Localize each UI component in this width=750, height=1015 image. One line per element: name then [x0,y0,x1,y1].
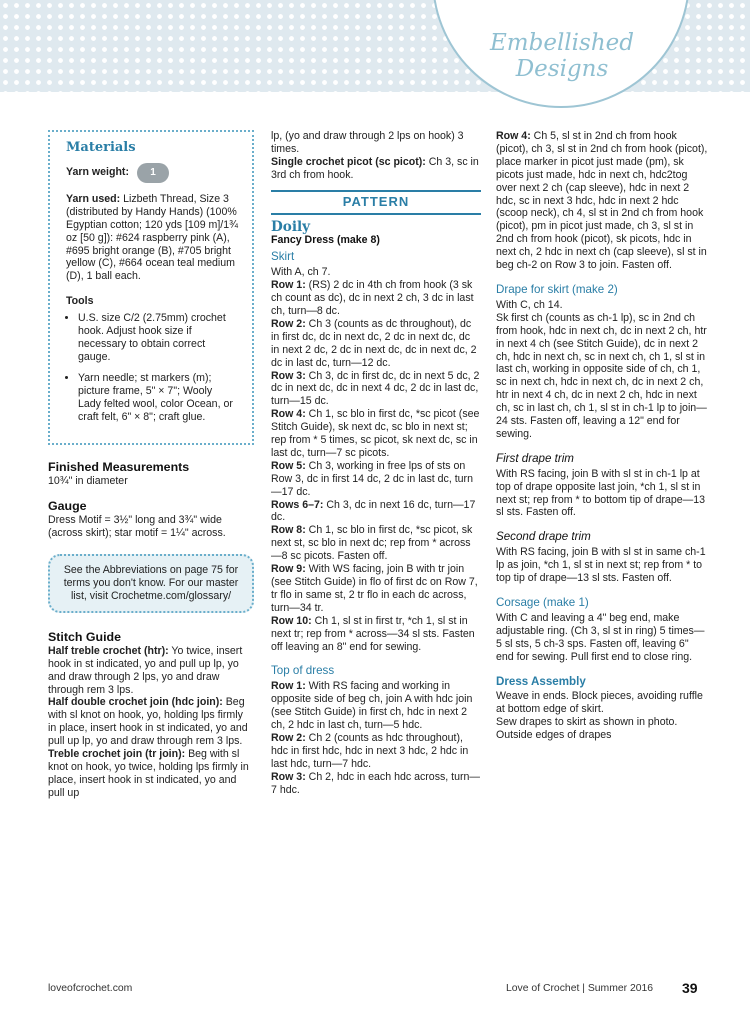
stitch-guide-item [271,156,481,182]
pattern-row [271,771,481,797]
stitch-term: Single crochet picot (sc picot): [271,155,426,168]
row-text: With WS facing, join B with tr join (see Stitch Guide) in flo of first dc on Row 7, tr flo in same st, 2 tr flo in each dc across, turn—34 tr. [271,563,478,614]
gauge-text: Dress Motif = 3½" long and 3¾" wide (across skirt); star motif = 1¼" across. [48,514,226,540]
row-label: Row 9: [271,563,306,576]
row-label: Rows 6–7: [271,498,324,511]
row-text: Ch 2 (counts as hdc throughout), hdc in first hdc, hdc in next 3 hdc, 2 hdc in last hdc, turn—7 hdc. [271,731,469,770]
row-text: With RS facing and working in opposite side of beg ch, join A with hdc join (see Stitch Guide) in first ch, hdc in next 2 ch, 2 hdc in last ch, turn—5 hdc. [271,680,473,732]
column-right [496,130,708,742]
pattern-row [271,680,481,732]
second-drape-trim-title: Second drape trim [496,530,591,544]
skirt-title: Skirt [271,250,295,264]
row-label: Row 2: [271,731,306,744]
stitch-term: Treble crochet join (tr join): [48,748,186,761]
drape-text: Sk first ch (counts as ch-1 lp), sc in 2nd ch from hook, hdc in next ch, dc in next 2 ch, htr in next 4 ch (see Stitch Guide), dc in next 2 ch, hdc in next ch, sc in next ch, ch 1, sl st in last ch, working in opposite side of ch, ch 1, sc in next ch, hdc in next ch, dc in next 2 ch, htr in next 4 ch, dc in next 2 ch, hdc in next ch, sc in last ch, ch 1, sl st in ch-1 lp to join—24 sts. Fasten off, leaving a 12" end for sewing. [496,311,707,440]
row-text: Ch 3, working in free lps of sts on Row 3, dc in first 14 dc, 2 dc in last dc, turn—17 dc. [271,459,473,498]
row-text: Ch 3, dc in first dc, dc in next 5 dc, 2 dc in next dc, dc in next 4 dc, 2 dc in last dc, turn—15 dc. [271,369,480,408]
second-drape-trim-text: With RS facing, join B with sl st in same ch-1 lp as join, *ch 1, sl st in next st; rep from * to top tip of drape—13 sl sts. Fasten off. [496,546,706,585]
stitch-guide-item [48,645,254,697]
stitch-text: Beg with sl knot on hook, yo, holding lps firmly in place, insert hook in st indicated, yo and pull up lp, yo and draw through rem 3 lps. [48,696,248,748]
corsage-title: Corsage (make 1) [496,596,589,609]
pattern-row [271,524,481,563]
stitch-term: Half double crochet join (hdc join): [48,696,223,709]
stitch-guide-item [48,696,254,748]
row-text: Ch 3 (counts as dc throughout), dc in first dc, dc in next dc, 2 dc in next dc, dc in next 2 dc, 2 dc in next dc, dc in next dc, 2 dc in last dc, turn—12 dc. [271,317,477,369]
yarn-used [66,193,238,283]
pattern-row [271,408,481,460]
tools-item: • U.S. size C/2 (2.75mm) crochet hook. Adjust hook size if necessary to obtain correct gauge. [78,312,238,364]
yarn-used-text: Lizbeth Thread, Size 3 (distributed by Handy Hands) (100% Egyptian cotton; 120 yds [109 m]/1¾ oz [50 g]): #624 raspberry pink (A), #695 bright orange (B), #705 bright yellow (C), #664 ocean teal medium (D), 1 ball each. [66,192,238,283]
top-of-dress-title: Top of dress [271,664,335,678]
column-middle [271,130,481,797]
abbreviations-note: See the Abbreviations on page 75 for terms you don't know. For our master list, visit Crochetme.com/glossary/ [48,554,254,613]
yarn-weight-row [66,163,238,183]
pattern-row [271,499,481,525]
stitch-guide-title: Stitch Guide [48,629,121,644]
drape-intro: With C, ch 14. [496,298,563,311]
row-label: Row 10: [271,614,312,627]
materials-box [48,130,254,445]
pattern-row [271,615,481,654]
section-badge-title [452,30,672,82]
dress-assembly-text: Sew drapes to skirt as shown in photo. Outside edges of drapes [496,716,678,742]
badge-line-2: Designs [515,56,609,82]
row-label: Row 4: [496,130,531,142]
row-label: Row 3: [271,770,306,783]
stitch-text: Yo twice, insert hook in st indicated, yo and pull up lp, yo and draw through 2 lps, yo and draw through rem 3 lps. [48,644,243,696]
finished-measurements-title: Finished Measurements [48,460,190,475]
row-text: Ch 1, sl st in first tr, *ch 1, sl st in next tr; rep from * across—34 sl sts. Fasten off leaving an 8" end for sewing. [271,614,475,653]
stitch-text: Ch 3, sc in 3rd ch from hook. [271,155,479,181]
doily-title: Doily [271,218,311,235]
row-text: Ch 1, sc blo in first dc, *sc picot, sk next st, sc blo in next dc; rep from * across—8 sc picots. Fasten off. [271,524,473,563]
pattern-row [271,460,481,499]
footer-magazine: Love of Crochet | Summer 2016 [506,983,654,994]
skirt-intro: With A, ch 7. [271,266,331,279]
corsage-text: With C and leaving a 4" beg end, make adjustable ring. (Ch 3, sl st in ring) 5 times—5 sl sts, 5 ch-3 sps. Fasten off, leaving 6" end for sewing. Pull first end to close ring. [496,611,705,663]
gauge-title: Gauge [48,499,87,514]
row-label: Row 8: [271,524,306,537]
materials-title: Materials [66,140,136,155]
tools-title: Tools [66,295,94,308]
yarn-used-label: Yarn used: [66,192,121,205]
row-label: Row 4: [271,408,306,421]
row-label: Row 5: [271,459,306,472]
yarn-weight-label: Yarn weight: [66,166,129,179]
row-text: Ch 1, sc blo in first dc, *sc picot (see Stitch Guide), sk next dc, sc blo in next st; rep from * 5 times, sc picot, sk next dc, sc in last dc, turn—7 sc picots. [271,408,480,459]
yarn-weight-icon: 1 [137,163,169,183]
row-label: Row 3: [271,369,306,382]
row-text: Ch 2, hdc in each hdc across, turn—7 hdc. [271,770,481,796]
first-drape-trim-title: First drape trim [496,451,574,465]
dress-assembly-text: Weave in ends. Block pieces, avoiding ruffle at bottom edge of skirt. [496,690,703,716]
drape-title: Drape for skirt (make 2) [496,282,618,296]
row-label: Row 1: [271,279,306,292]
finished-measurements-text: 10¾" in diameter [48,475,128,488]
badge-line-1: Embellished [490,30,634,56]
row-text: Ch 3, dc in next 16 dc, turn—17 dc. [271,498,476,524]
row-text: (RS) 2 dc in 4th ch from hook (3 sk ch count as dc), dc in next 2 ch, 3 dc in last ch, turn—8 dc. [271,279,474,317]
pattern-row [496,130,708,272]
pattern-row [271,318,481,370]
page-number: 39 [682,980,698,996]
stitch-term: Half treble crochet (htr): [48,644,169,657]
stitch-guide-continued: lp, (yo and draw through 2 lps on hook) 3 times. [271,130,464,155]
dress-assembly-title: Dress Assembly [496,674,586,688]
pattern-row [271,370,481,409]
first-drape-trim-text: With RS facing, join B with sl st in ch-1 lp at top of drape opposite last join, *ch 1, sl st in next st; rep from * to bottom tip of drape—13 sl sts. Fasten off. [496,467,706,519]
tools-item: • Yarn needle; st markers (m); picture frame, 5" × 7"; Wooly Lady felted wool, color Ocean, or craft felt, 6" × 8"; craft glue. [78,372,238,424]
fancy-dress-title: Fancy Dress (make 8) [271,234,380,247]
stitch-guide-item [48,748,254,800]
pattern-banner: PATTERN [271,190,481,215]
row-label: Row 1: [271,680,306,693]
column-left [48,130,254,800]
row-label: Row 2: [271,317,306,330]
stitch-text: Beg with sl knot on hook, yo twice, holding lps firmly in place, insert hook in st indicated, yo and pull up [48,748,249,799]
pattern-row [271,563,481,615]
pattern-row [271,279,481,318]
row-text: Ch 5, sl st in 2nd ch from hook (picot), ch 3, sl st in 2nd ch from hook (picot), place marker in picot just made (pm), sk picots just made, hdc in next ch, hdc2tog over next 2 ch (cap sleeve), hdc in next 2 hdc, sc in next 3 hdc, hdc in next 2 hdc (scoop neck), ch 4, sl st in 2nd ch from hook (picot), pm in picot just made, ch 3, sl st in 2nd ch from hook (picot), sk picots, hdc in next ch, 2 hdc in next ch (cap sleeve), sl st in beg ch-2 on Row 3 to join. Fasten off. [496,130,708,272]
tools-list [66,312,238,423]
pattern-row [271,732,481,771]
footer-website: loveofcrochet.com [48,983,133,994]
